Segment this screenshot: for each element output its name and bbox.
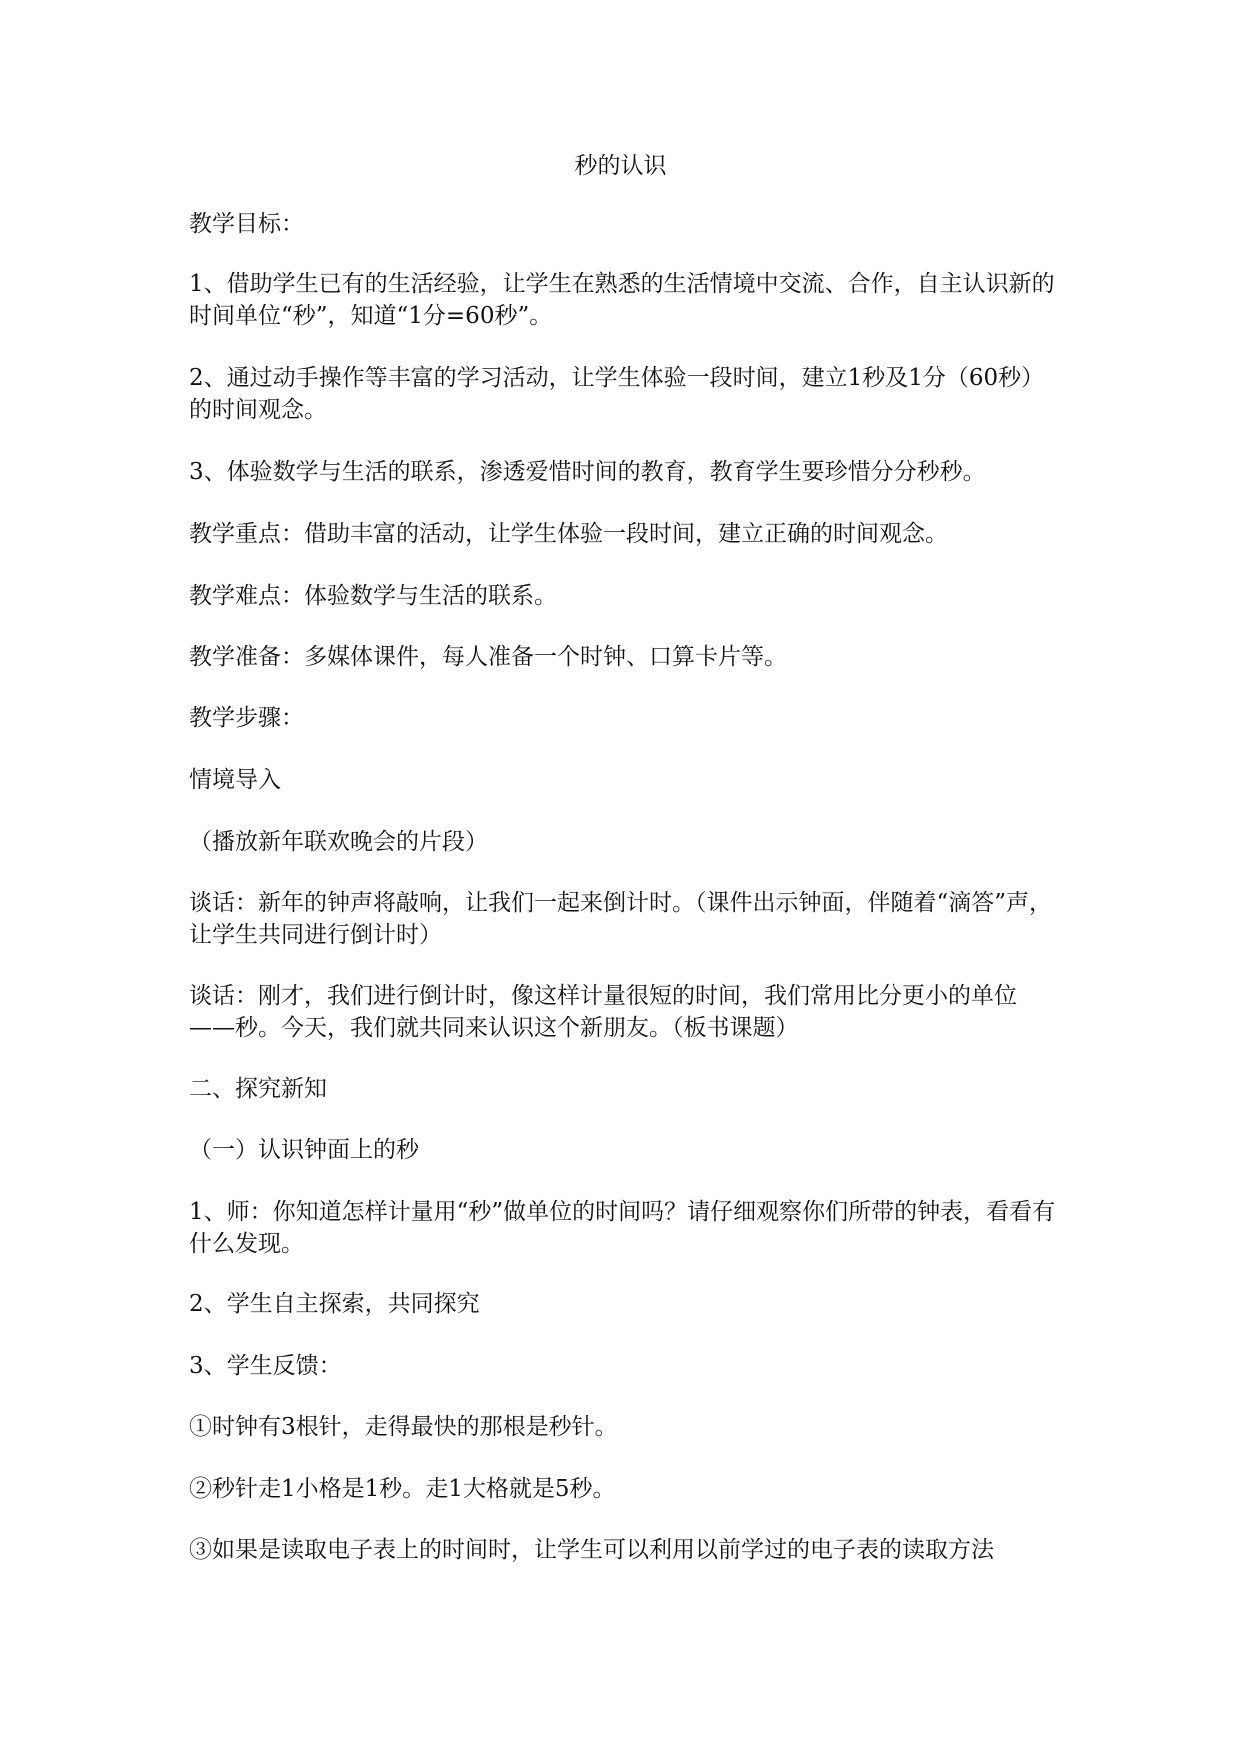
section-heading-objectives: 教学目标： <box>189 211 304 237</box>
subsection-heading-clock: （一）认识钟面上的秒 <box>189 1137 419 1163</box>
paragraph-feedback-2: ②秒针走1小格是1秒。走1大格就是5秒。 <box>189 1476 616 1502</box>
paragraph-preparation: 教学准备：多媒体课件，每人准备一个时钟、口算卡片等。 <box>189 644 787 670</box>
paragraph-step-2: 2、学生自主探索，共同探究 <box>189 1291 480 1317</box>
paragraph-intro-play: （播放新年联欢晚会的片段） <box>189 829 488 855</box>
paragraph-intro-heading: 情境导入 <box>189 767 281 793</box>
paragraph-difficulty: 教学难点：体验数学与生活的联系。 <box>189 583 557 609</box>
paragraph-objective-2: 2、通过动手操作等丰富的学习活动，让学生体验一段时间，建立1秒及1分（60秒）的时间观念。 <box>189 365 1045 423</box>
paragraph-talk-1: 谈话：新年的钟声将敲响，让我们一起来倒计时。（课件出示钟面，伴随着“滴答”声，让学生共同进行倒计时） <box>189 890 1053 948</box>
paragraph-talk-2: 谈话：刚才，我们进行倒计时，像这样计量很短的时间，我们常用比分更小的单位——秒。今天，我们就共同来认识这个新朋友。（板书课题） <box>189 983 1017 1041</box>
paragraph-objective-3: 3、体验数学与生活的联系，渗透爱惜时间的教育，教育学生要珍惜分分秒秒。 <box>189 459 986 485</box>
section-heading-explore: 二、探究新知 <box>189 1076 327 1102</box>
paragraph-feedback-3: ③如果是读取电子表上的时间时，让学生可以利用以前学过的电子表的读取方法 <box>189 1537 994 1563</box>
paragraph-objective-1: 1、借助学生已有的生活经验，让学生在熟悉的生活情境中交流、合作，自主认识新的时间单位“秒”，知道“1分=60秒”。 <box>189 271 1055 329</box>
paragraph-feedback-1: ①时钟有3根针，走得最快的那根是秒针。 <box>189 1414 618 1440</box>
paragraph-key-point: 教学重点：借助丰富的活动，让学生体验一段时间，建立正确的时间观念。 <box>189 521 948 547</box>
paragraph-step-3: 3、学生反馈： <box>189 1353 342 1379</box>
section-heading-steps: 教学步骤： <box>189 705 304 731</box>
document-title: 秒的认识 <box>574 153 667 179</box>
paragraph-step-1: 1、师：你知道怎样计量用“秒”做单位的时间吗？请仔细观察你们所带的钟表，看看有什么发现。 <box>189 1199 1056 1257</box>
